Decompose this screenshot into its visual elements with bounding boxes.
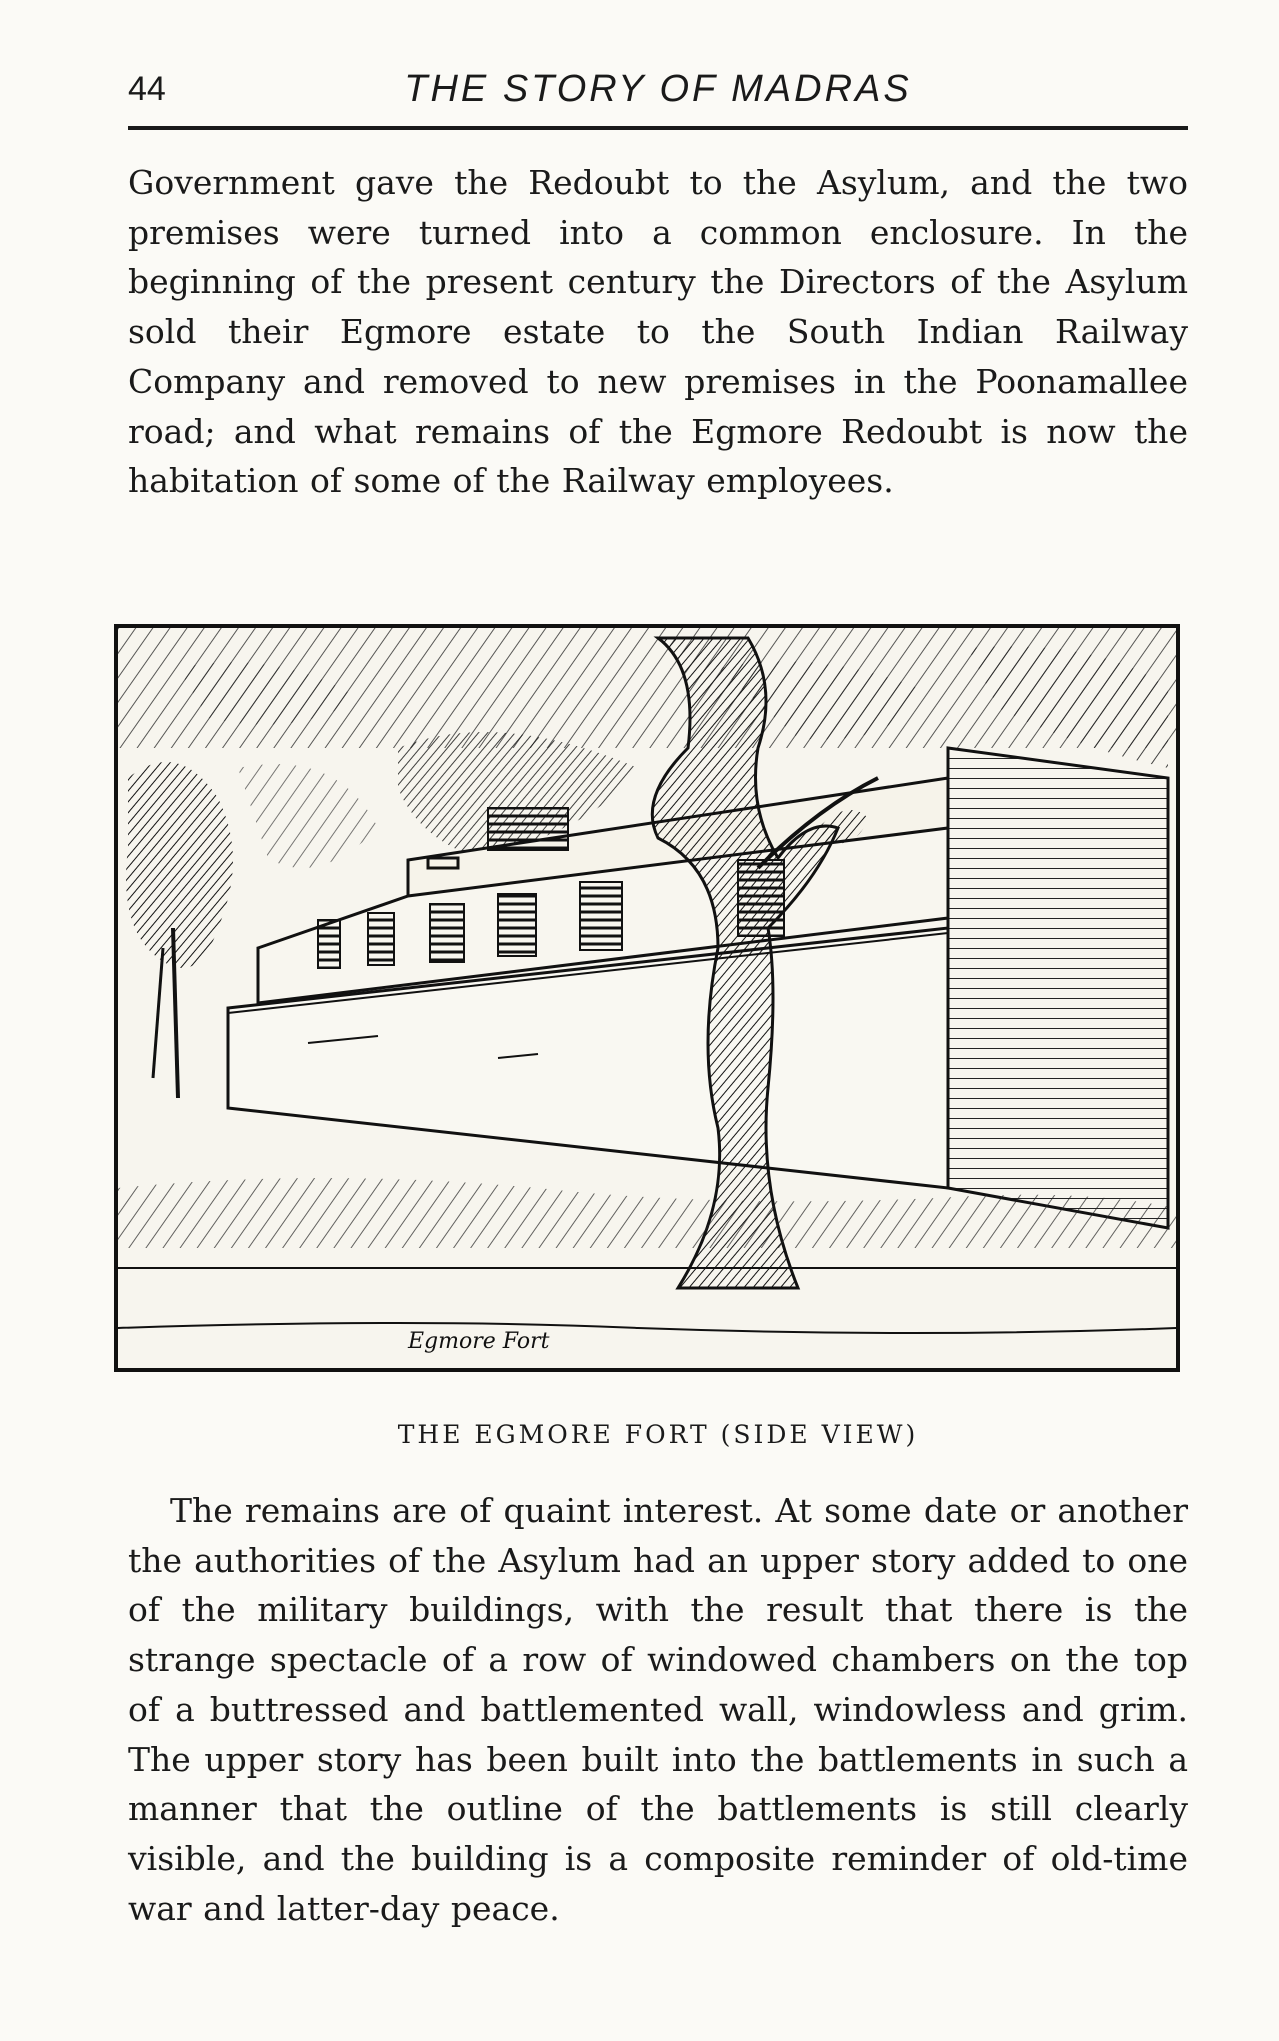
page-number: 44 xyxy=(128,70,166,108)
figure-caption: THE EGMORE FORT (SIDE VIEW) xyxy=(397,1420,919,1449)
header-rule xyxy=(128,126,1188,130)
paragraph-2: The remains are of quaint interest. At some date or another the authorities of the Asylum had an upper story added to one of the military buildings, with the result that there is the strange spectacle of a row of windowed chambers on the top of a buttressed and battlemented wall, windowless and grim. The upper story has been built into the battlements in such a manner that the outline of the battlements is still clearly visible, and the building is a composite reminder of old-time war and latter-day peace. xyxy=(128,1491,1188,1928)
page-header xyxy=(128,64,1188,120)
egmore-fort-illustration xyxy=(114,624,1180,1372)
illustration-inscription: Egmore Fort xyxy=(408,1329,550,1354)
engraving-drawing xyxy=(118,628,1176,1368)
running-title: THE STORY OF MADRAS xyxy=(404,68,912,110)
paragraph-1: Government gave the Redoubt to the Asylum, and the two premises were turned into a common enclosure. In the beginning of the present century the Directors of the Asylum sold their Egmore estate to the South Indian Railway Company and removed to new premises in the Poonamallee road; and what remains of the Egmore Redoubt is now the habitation of some of the Railway employees. xyxy=(128,163,1188,501)
